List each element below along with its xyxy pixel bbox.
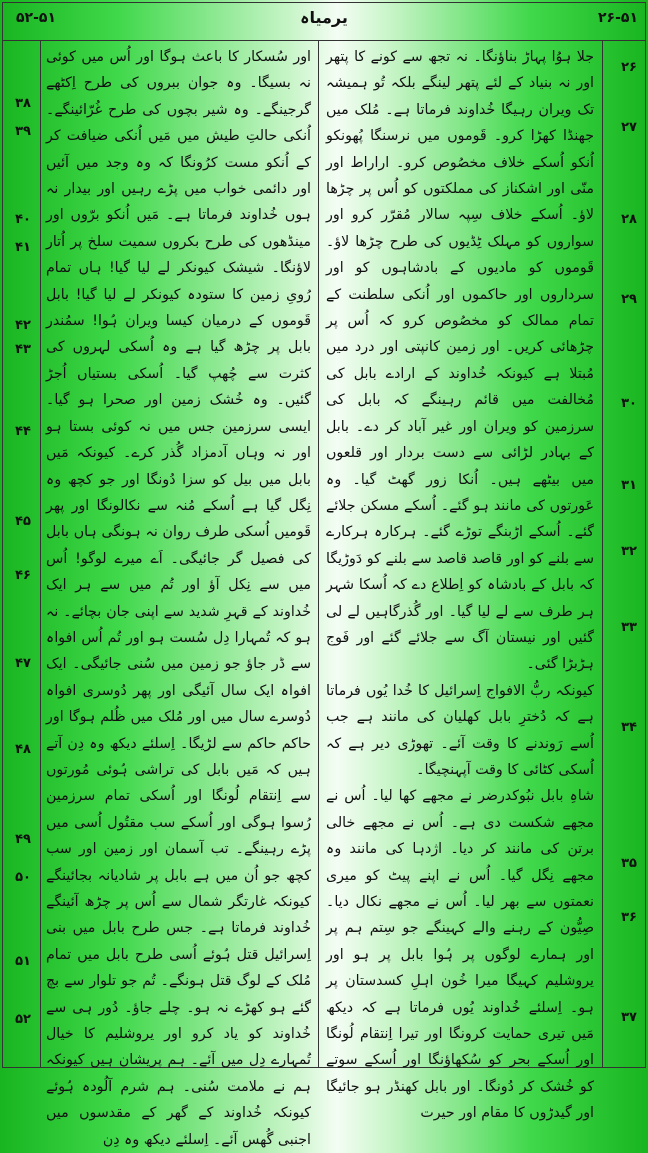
verse-text: مَیں اُنکو برّوں اور مینڈھوں کی طرح بکروں سمیت سلخ پر اُتار لاؤنگا۔ [46, 207, 312, 277]
verse-number: ۲۹ [621, 292, 637, 307]
verse-text: سمُندر بابل پر چڑھ گیا ہے وہ اُسکی لہروں کی کثرت سے چُھپ گیا۔ [46, 313, 311, 382]
right-text-column [326, 44, 595, 1122]
verse-text: جس طرح بابل میں بنی اِسرائیل قتل ہُوئے اُسی طرح بابل میں تمام مُلک کے لوگ قتل ہونگے۔ [46, 920, 312, 990]
verse-number: ۴۵ [15, 514, 31, 529]
verse-number: ۳۶ [621, 910, 637, 925]
verse-text: اور سُسکار کا باعث ہوگا اور اُس میں کوئی نہ بسیگا۔ [46, 49, 311, 92]
left-text-column [46, 44, 312, 1148]
verse-text: شیشک کیونکر لے لیا گیا! ہاں تمام رُویِ زمین کا ستودہ کیونکر لے لیا گیا! بابل قَوموں کے درمیان کیسا ویران ہُوا! [46, 260, 311, 330]
verse-number: ۵۱ [15, 954, 31, 969]
verse-number: ۳۳ [621, 620, 637, 635]
verse-text: اور زمین کانپتی اور درد میں مُبتلا ہے کیونکہ خُداوند کے ارادے بابل کی مُخالفت میں قائم رہینگے کہ بابل کی سرزمین کو ویران اور غیر آباد کر دے۔ [326, 339, 594, 435]
verse-text: اُنکی حالتِ طیش میں مَیں اُنکی ضیافت کر کے اُنکو مست کرُونگا کہ وہ وجد میں آئیں اور دائمی خواب میں پڑے رہیں اور بیدار نہ ہوں خُداوند فرماتا ہے۔ [46, 128, 311, 224]
verse-text: اِسلئے خُداوند یُوں فرماتا ہے کہ دیکھ مَیں تیری حمایت کرونگا اور تیرا اِنتقام لُونگا اور اُسکے بحر کو سُکھاؤنگا اور اُسکے سوتے کو خُشک کر دُونگا۔ [326, 999, 594, 1095]
verse-number: ۲۶ [621, 60, 637, 75]
verse-text: اِسلئے دیکھ وہ دِن [102, 1131, 209, 1148]
verse-text: جلا ہوُا پہاڑ بناؤنگا۔ نہ تجھ سے کونے کا پتھر اور نہ بنیاد کے لئے پتھر لینگے بلکہ تُو ہمیشہ تک ویران رہیگا خُداوند فرماتا ہے۔ [326, 49, 595, 118]
verse-text: اور گُذرگاہیں لے لی گئیں اور نیستان آگ سے جلائے گئے اور فَوج ہڑبڑا گئی۔ [326, 603, 594, 673]
left-chapter-range: ۵۲-۵۱ [16, 10, 56, 26]
verse-number: ۴۸ [15, 742, 31, 757]
verse-text: شاہِ بابل نبُوکدرضر نے مجھے کھا لیا۔ اُس نے مجھے شکست دی ہے۔ اُس نے مجھے خالی برتن کی مانند کر دیا۔ اژدہا کی مانند وہ مجھے نِگل گیا۔ اُس نے اپنے پیٹ کو میری نعمتوں سے بھر لیا۔ اُس نے مجھے نکال دیا۔ [326, 788, 594, 910]
verse-number: ۳۰ [621, 396, 637, 411]
book-title: یرمیاہ [300, 8, 348, 27]
verse-number: ۳۷ [621, 1010, 637, 1025]
verse-text: اُسکی بستیاں اُجڑ گئیں۔ وہ خُشک زمین اور صحرا ہو گیا۔ ایسی سرزمین جس میں نہ کوئی بستا ہو اور نہ وہاں آدمزاد گُذر کرے۔ [46, 365, 311, 462]
verse-number: ۴۴ [15, 424, 31, 439]
verse-number: ۴۷ [15, 656, 31, 671]
verse-number: ۴۱ [15, 240, 31, 255]
verse-text: قَوموں کو مادیوں کے بادشاہوں کو اور سرداروں اور حاکموں اور اُنکی سلطنت کے تمام ممالک کو مخصُوص کرو کہ اُس پر چڑھائی کریں۔ [326, 260, 594, 356]
verse-number: ۳۱ [621, 478, 637, 493]
column-divider [318, 40, 319, 1068]
verse-text: نہ ہو کہ تُمہارا دِل سُست ہو اور تُم اُس افواہ سے ڈر جاؤ جو زمین میں سُنی جائیگی۔ ایک افواہ ایک سال آئیگی اور پھر دُوسری افواہ دُوسرے سال میں اور مُلک میں ظُلم ہوگا اور حاکم حاکم سے لڑیگا۔ [46, 603, 311, 752]
verse-number: ۳۴ [621, 720, 637, 735]
verse-text: بابل کے بہادر لڑائی سے دست بردار اور قلعوں میں بیٹھے ہیں۔ اُنکا زور گھٹ گیا۔ وہ عَورتوں کی مانند ہو گئے۔ اُسکے مسکن جلائے گئے۔ اُسکے اڑبنگے توڑے گئے۔ [326, 418, 594, 541]
verse-text: تُم جو تلوار سے بچ گئے ہو کھڑے نہ ہو۔ چلے جاؤ۔ دُور ہی سے خُداوند کو یاد کرو اور یروشلیم کا خیال تُمہارے دِل میں آئے۔ [46, 973, 311, 1069]
verse-text: اور بابل کھنڈر ہو جائیگا اور گیدڑوں کا مقام اور حیرت [326, 1078, 594, 1122]
verse-text: وہ جوان ببروں کی طرح اِکٹھے گرجینگے۔ وہ شیر بچوں کی طرح غُرّائینگے۔ [46, 75, 311, 118]
page-header [2, 2, 646, 41]
verse-number: ۳۸ [15, 96, 31, 111]
verse-text: اِسلئے دیکھ وہ دِن آتے ہیں کہ مَیں بابل کی تراشی ہُوئی مُورتوں سے اِنتقام لُونگا اور اُسکی تمام سرزمین رُسوا ہوگی اور اُسکے سب مقتُول اُسی میں پڑے رہینگے۔ [46, 735, 311, 858]
verse-text: تب آسمان اور زمین اور سب کچھ جو اُن میں ہے بابل پر شادیانہ بجائینگے کیونکہ غارتگر شمال سے اُس پر چڑھ آئینگے خُداوند فرماتا ہے۔ [46, 841, 311, 937]
verse-number: ۴۲ [15, 318, 31, 333]
verse-number: ۵۲ [15, 1012, 31, 1027]
verse-number: ۴۶ [15, 568, 31, 583]
verse-number: ۲۸ [621, 212, 637, 227]
verse-text: ہم پریشان ہیں کیونکہ ہم نے ملامت سُنی۔ ہم شرم آلُودہ ہُوئے کیونکہ خُداوند کے گھر کے مقدسوں میں اجنبی گُھس آئے۔ [46, 1052, 311, 1148]
verse-number: ۴۳ [15, 342, 31, 357]
verse-number: ۴۹ [15, 832, 31, 847]
verse-text: صِیُّون کے رہنے والے کہینگے جو سِتم ہم پر اور ہمارے لوگوں پر ہُوا بابل پر ہو اور یروشلیم کہیگا میرا خُون اہلِ کسدستان پر ہو۔ [326, 920, 594, 1016]
verse-text: ہرکارہ ہرکارے سے بلنے کو اور قاصد قاصد سے بلنے کو دَوڑیگا کہ بابل کے بادشاہ کو اِطلاع دے کہ اُسکا شہر ہر طرف سے لے لیا گیا۔ [326, 524, 594, 620]
verse-text: اَے میرے لوگو! اُس میں سے نِکل آؤ اور تُم میں سے ہر ایک خُداوند کے قہرِ شدید سے اپنی جان بچائے۔ [46, 550, 311, 620]
verse-number: ۳۲ [621, 544, 637, 559]
verse-number: ۴۰ [15, 212, 31, 227]
verse-number: ۳۹ [15, 124, 31, 139]
column-divider [40, 40, 41, 1068]
verse-number: ۵۰ [15, 870, 31, 885]
column-divider [602, 40, 603, 1068]
verse-number: ۲۷ [621, 120, 637, 135]
verse-text: مُلک میں جھنڈا کھڑا کرو۔ قَوموں میں نرسنگا پُھونکو اُنکو اُسکے خلاف مخصُوص کرو۔ اراراط اور منّی اور اشکناز کی مملکتوں کو اُس پر چڑھا لاؤ۔ اُسکے خلاف سِپہ سالار مُقرّر کرو اور سواروں کو مہلک ٹِڈیوں کی طرح چڑھا لاؤ۔ [326, 101, 594, 250]
verse-text: کیونکہ مَیں بابل میں بیل کو سزا دُونگا اور جو کچھ وہ نِگل گیا ہے اُسکے مُنہ سے نکالونگا اور پھر قَومیں اُسکی طرف روان نہ ہونگی ہاں بابل کی فصیل گر جائیگی۔ [46, 445, 311, 567]
verse-text: کیونکہ ربُّ الافواج اِسرائیل کا خُدا یُوں فرماتا ہے کہ دُخترِ بابل کھلیان کی مانند ہے جب اُسے رَوندنے کا وقت آئے۔ تھوڑی دیر ہے کہ اُسکی کٹائی کا وقت آپہنچیگا۔ [326, 682, 594, 778]
verse-number: ۳۵ [621, 856, 637, 871]
right-chapter-range: ۲۶-۵۱ [598, 10, 638, 26]
